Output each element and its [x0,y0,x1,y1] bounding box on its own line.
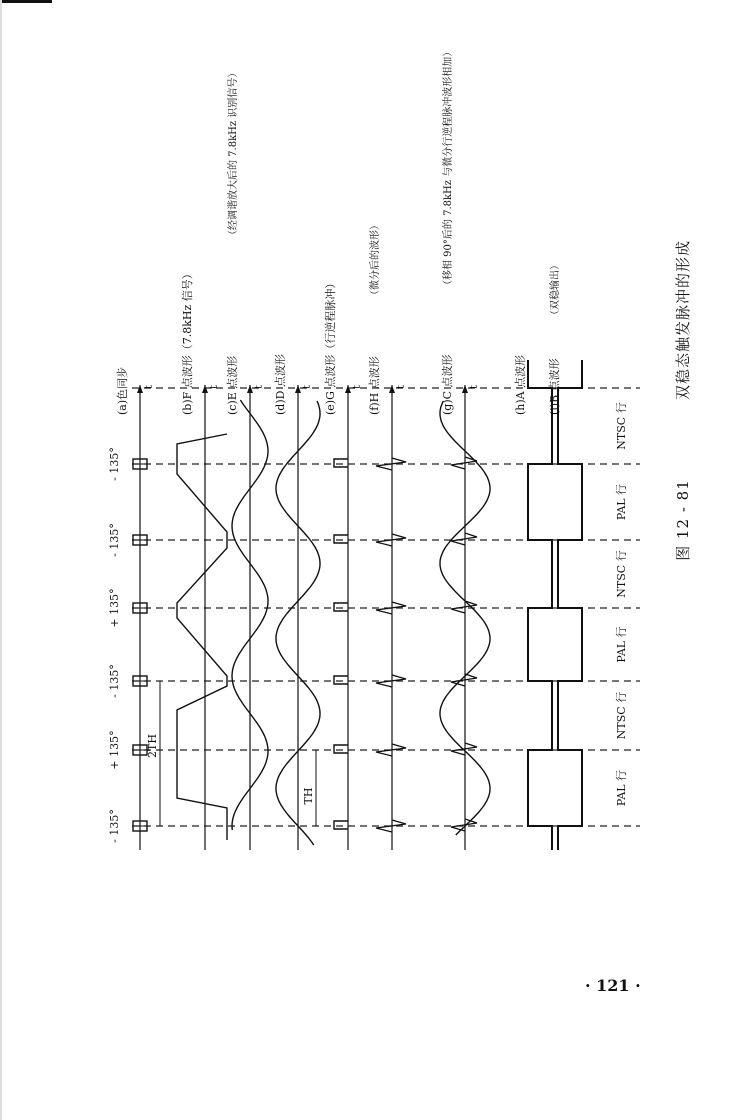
phase-label-4: + 135° [108,588,121,628]
th-marker: TH [302,787,315,805]
trace-e-pulse-4 [334,603,348,611]
trace-h-waveform [528,360,552,850]
figure-title: 双稳态触发脉冲的形成 [674,239,692,401]
line-type-label-3: PAL 行 [615,626,628,663]
trace-note-c: （经调谐放大后的 7.8kHz 识别信号） [228,67,239,240]
phase-label-2: + 135° [108,730,121,770]
axis-arrow-f [389,385,395,393]
trace-note-f: （微分后的波形） [370,220,381,300]
line-type-label-1: PAL 行 [615,769,628,807]
trace-note-i: （双稳输出） [550,260,561,320]
trace-i-waveform [558,360,582,850]
trace-g-spike-2 [451,743,477,755]
trace-label-g: (g)C 点波形 [441,354,454,415]
figure-number: 图 12 - 81 [674,479,692,561]
time-axes [137,385,480,850]
trace-e-pulse-3 [334,676,348,684]
axis-t-b: t [209,384,220,389]
phase-label-3: - 135° [108,664,121,698]
axis-t-d: t [302,384,313,389]
trace-label-a: (a)色同步 [116,366,129,415]
axis-t-e: t [352,384,363,389]
trace-label-d: (d)D 点波形 [274,354,287,415]
trace-label-f: (f)H 点波形 [368,356,381,415]
trace-e-pulse-5 [334,535,348,543]
trace-label-c: (c)E 点波形 [226,355,239,415]
two-th-marker: 2TH [146,734,159,758]
line-type-label-5: PAL 行 [615,483,628,521]
axis-t-f: t [396,384,407,389]
trace-label-i: (i)B 点波形 [548,358,561,415]
page-number: · 121 · [585,976,641,995]
line-type-label-4: NTSC 行 [615,550,628,598]
axis-arrow-c [247,385,253,393]
axis-arrow-d [295,385,301,393]
axis-arrow-e [345,385,351,393]
line-type-label-2: NTSC 行 [615,691,628,740]
axis-arrow-g [462,385,468,393]
axis-t-a: t [144,384,155,389]
trace-e-pulse-1 [334,821,348,829]
axis-arrow-b [202,385,208,393]
trace-e-pulse-6 [334,459,348,467]
trace-g-spike-3 [451,674,477,686]
phase-label-5: - 135° [108,523,121,557]
trace-g-spike-4 [451,601,477,613]
trace-g-spike-5 [451,533,477,545]
trace-g-spike-1 [451,819,477,831]
line-type-label-6: NTSC 行 [615,402,628,450]
diagram-labels [108,47,628,843]
axis-t-c: t [254,384,265,389]
trace-b-waveform [177,434,227,840]
phase-label-6: - 135° [108,447,121,481]
trace-label-e: (e)G 点波形（行逆程脉冲） [324,277,337,415]
trace-label-h: (h)A 点波形 [514,354,527,415]
trace-note-g: （移相 90°后的 7.8kHz 与微分行逆程脉冲波形相加） [443,46,454,290]
axis-arrow-a [137,385,143,393]
axis-t-g: t [469,384,480,389]
phase-label-1: - 135° [108,809,121,843]
trace-e-pulse-2 [334,745,348,753]
trace-label-b: (b)F 点波形（7.8kHz 信号） [181,268,194,415]
waveforms [133,360,582,850]
rotated-diagram-group [108,47,692,850]
